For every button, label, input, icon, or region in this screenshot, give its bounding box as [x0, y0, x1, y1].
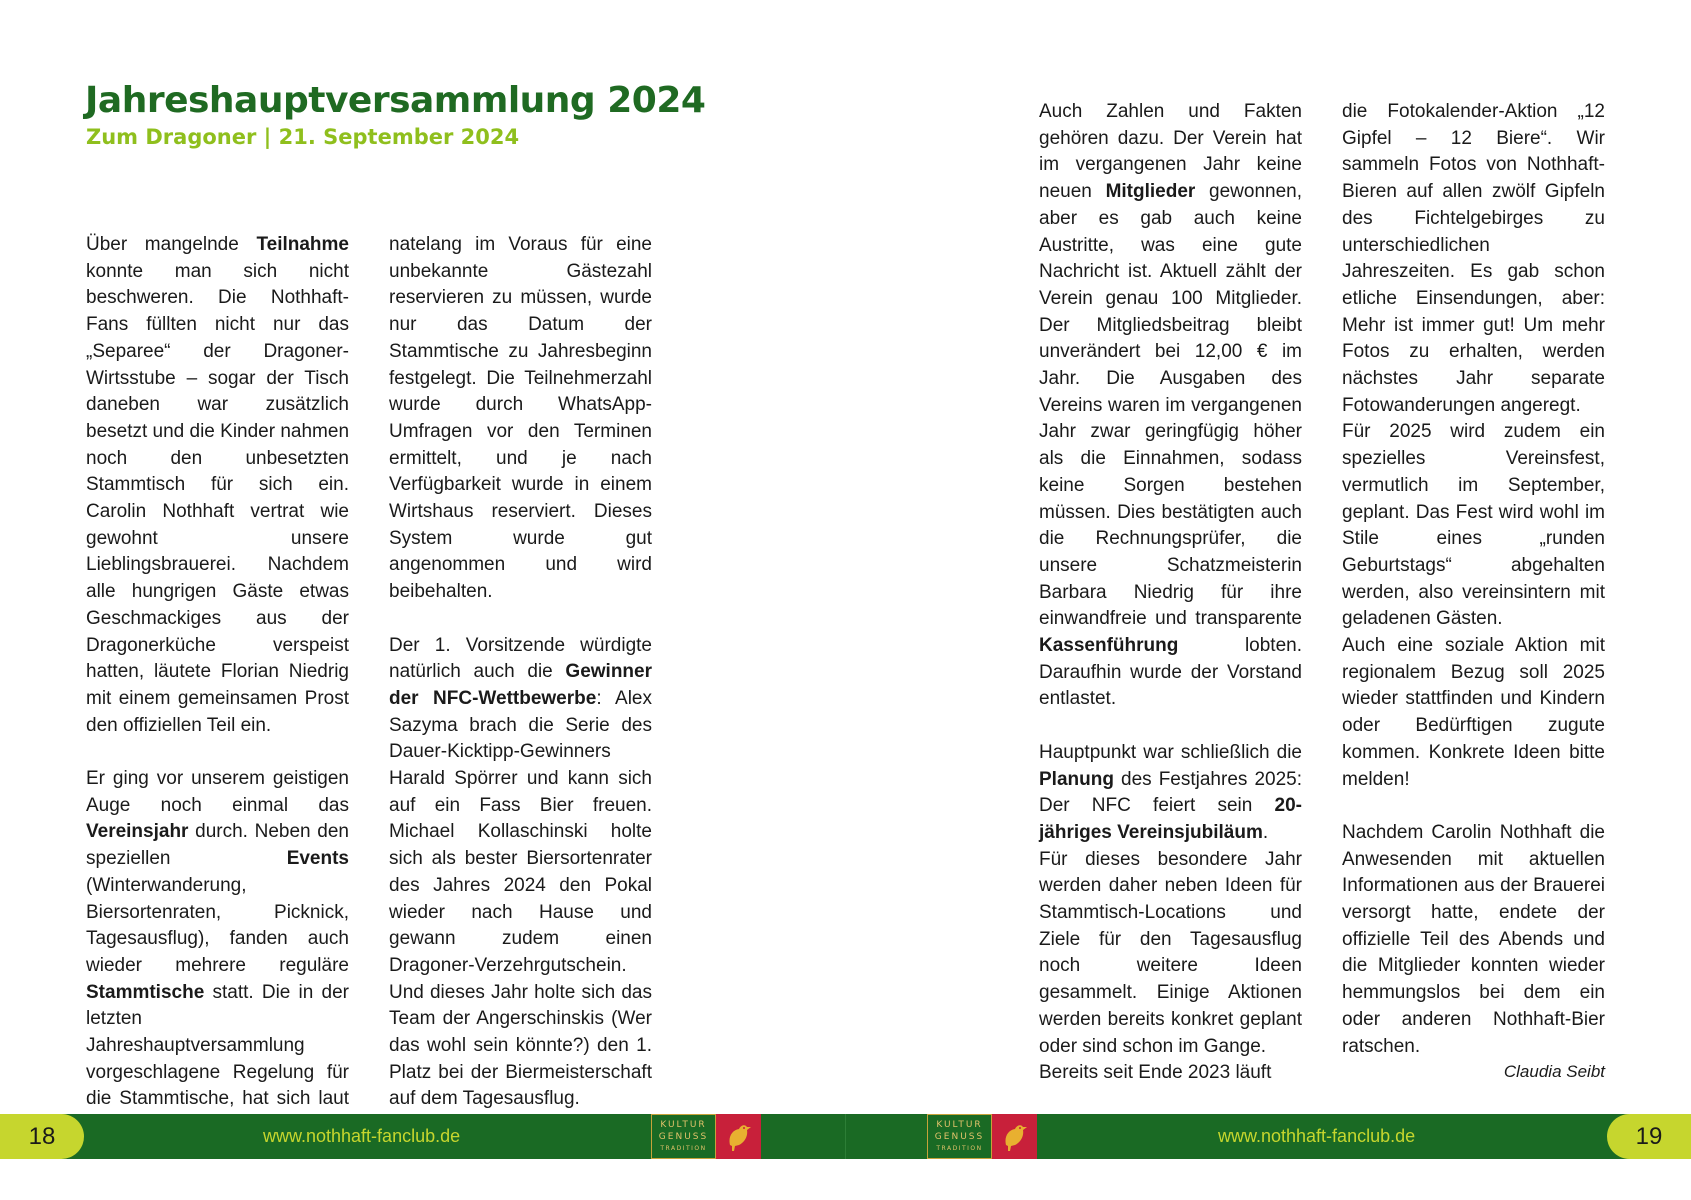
author-signature: Claudia Seibt [1503, 1062, 1605, 1082]
paragraph: Der 1. Vorsitzende würdigte natürlich auch die Gewinner der NFC-Wettbewerbe: Alex Sazyma brach die Serie des Dauer-Kicktipp-Gewinners Harald Spörrer und kann sich auf ein Fass Bier freuen. Michael Kollaschinski holte sich als bester Biersortenrater des Jahres 2024 den Pokal wieder nach Hause und gewann zudem einen Dragoner-Verzehrgutschein. Und dieses Jahr holte sich das Team der Angerschinskis (Wer das wohl sein könnte?) den 1. Platz bei der Biermeisterschaft auf dem Tagesausflug. [389, 634, 652, 1110]
kultur-genuss-logo [927, 1114, 1037, 1159]
paragraph: Über mangelnde Teilnahme konnte man sich nicht beschweren. Die Nothhaft-Fans füllten nicht nur das „Separee“ der Dragoner-Wirtsstube – sogar der Tisch daneben war zusätzlich besetzt und die Kinder nahmen noch den unbesetzten Stammtisch für sich ein. Carolin Nothhaft vertrat wie gewohnt unsere Lieblingsbrauerei. Nachdem alle hungrigen Gäste etwas Geschmackiges aus der Dragonerküche verspeist hatten, läutete Florian Niedrig mit einem gemeinsamen Prost den offiziellen Teil ein. [86, 234, 350, 736]
paragraph: Er ging vor unserem geistigen Auge noch einmal das Vereinsjahr durch. Neben den speziellen Events (Winterwanderung, Biersortenraten, Picknick, Tagesausflug), fanden auch wieder mehrere reguläre Stammtische statt. Die in der letzten Jahreshauptversammlung vorgeschlagene Regelung für die Stammtische, hat sich laut [86, 768, 349, 1110]
paragraph: Für 2025 wird zudem ein spezielles Vereinsfest, vermutlich im September, geplant. Das Fest wird wohl im Stile eines „runden Geburtstags“ abgehalten werden, also vereinsintern mit geladenen Gästen. [1342, 421, 1605, 630]
paragraph: Für dieses besondere Jahr werden daher neben Ideen für Stammtisch-Locations und Ziele für den Tagesausflug noch weitere Ideen gesammelt. Einige Aktionen werden bereits konkret geplant oder sind schon im Gange. [1039, 848, 1302, 1057]
page-number-right: 19 [1607, 1114, 1691, 1159]
logo-text: KULTUR GENUSS TRADITION [927, 1114, 992, 1159]
kultur-genuss-logo [651, 1114, 761, 1159]
article-column-3 [1039, 99, 1302, 1087]
logo-text: KULTUR GENUSS TRADITION [651, 1114, 716, 1159]
paragraph: Bereits seit Ende 2023 läuft [1039, 1062, 1272, 1084]
bird-icon [716, 1114, 761, 1159]
website-link-left[interactable]: www.nothhaft-fanclub.de [263, 1126, 461, 1146]
article-column-4 [1342, 99, 1605, 1084]
paragraph: Nachdem Carolin Nothhaft die Anwesenden mit aktuellen Informationen aus der Brauerei versorgt hatte, endete der offizielle Teil des Abends und die Mitglieder konnten wieder hemmungslos bei dem ein oder anderen Nothhaft-Bier ratschen. [1342, 821, 1605, 1057]
article-column-1 [86, 232, 349, 1167]
page-subtitle: Zum Dragoner | 21. September 2024 [86, 125, 520, 149]
paragraph: natelang im Voraus für eine unbekannte Gästezahl reservieren zu müssen, wurde nur das Datum der Stammtische zu Jahresbeginn festgelegt. Die Teilnehmerzahl wurde durch WhatsApp-Umfragen vor den Terminen ermittelt, und je nach Verfügbarkeit wurde in einem Wirtshaus reserviert. Dieses System wurde gut angenommen und wird beibehalten. [389, 234, 652, 603]
footer-bar [0, 1114, 1691, 1159]
page-title: Jahreshauptversammlung 2024 [85, 80, 706, 121]
paragraph: Hauptpunkt war schließlich die Planung des Festjahres 2025: Der NFC feiert sein 20-jähriges Vereinsjubiläum. [1039, 741, 1302, 843]
website-link-right[interactable]: www.nothhaft-fanclub.de [1218, 1126, 1416, 1146]
bird-icon [992, 1114, 1037, 1159]
page-number-left: 18 [0, 1114, 84, 1159]
paragraph: Auch Zahlen und Fakten gehören dazu. Der Verein hat im vergangenen Jahr keine neuen Mitglieder gewonnen, aber es gab auch keine Austritte, was eine gute Nachricht ist. Aktuell zählt der Verein genau 100 Mitglieder. Der Mitgliedsbeitrag bleibt unverändert bei 12,00 € im Jahr. Die Ausgaben des Vereins waren im vergangenen Jahr zwar geringfügig höher als die Einnahmen, sodass keine Sorgen bestehen müssen. Dies bestätigten auch die Rechnungsprüfer, die unsere Schatzmeisterin Barbara Niedrig für ihre einwandfreie und transparente Kassenführung lobten. Daraufhin wurde der Vorstand entlastet. [1039, 101, 1302, 710]
paragraph: die Fotokalender-Aktion „12 Gipfel – 12 Biere“. Wir sammeln Fotos von Nothhaft-Bieren auf allen zwölf Gipfeln des Fichtelgebirges zu unterschiedlichen Jahreszeiten. Es gab schon etliche Einsendungen, aber: Mehr ist immer gut! Um mehr Fotos zu erhalten, werden nächstes Jahr separate Fotowanderungen angeregt. [1342, 101, 1605, 416]
paragraph: Auch eine soziale Aktion mit regionalem Bezug soll 2025 wieder stattfinden und Kindern oder Bedürftigen zugute kommen. Konkrete Ideen bitte melden! [1342, 635, 1605, 790]
article-column-2 [389, 232, 652, 1113]
page-spine [845, 1114, 846, 1159]
